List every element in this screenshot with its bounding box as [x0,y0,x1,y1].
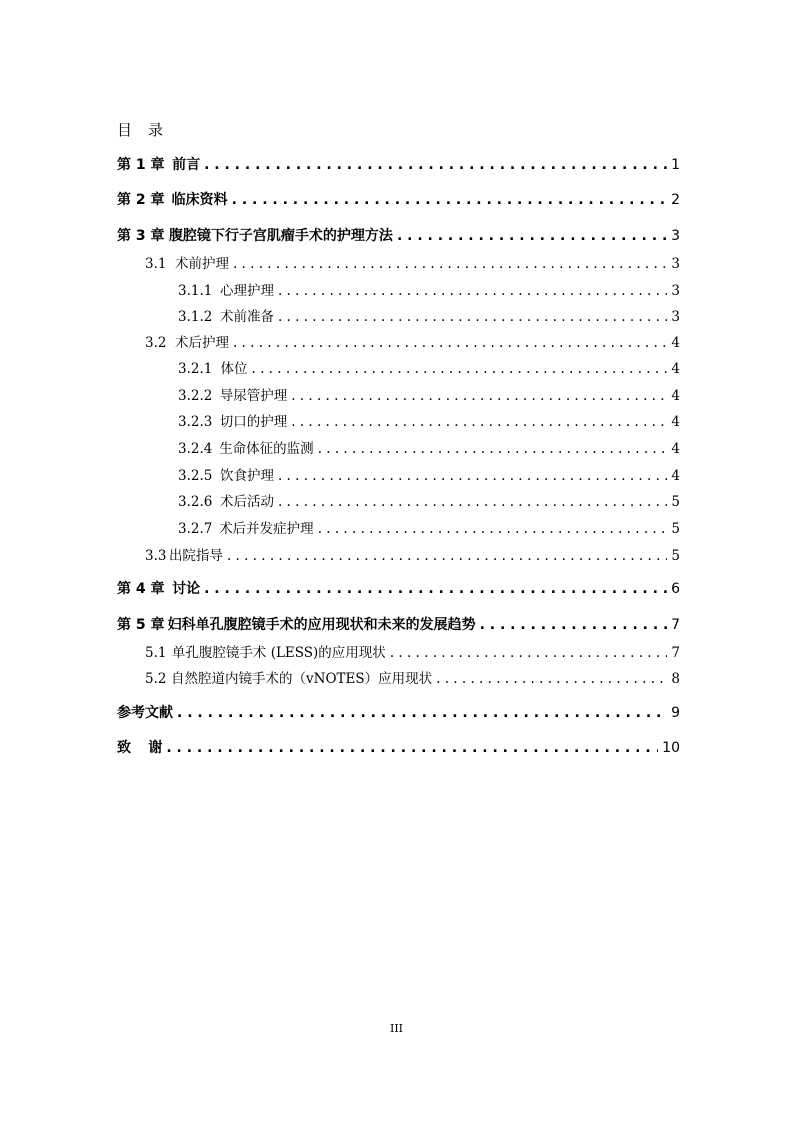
toc-leader [291,388,667,404]
toc-entry-text: 心理护理 [219,283,274,299]
toc-leader [318,441,668,457]
toc-title-char-2: 录 [148,121,166,139]
toc-entry-chapter-5[interactable] [117,614,680,634]
toc-leader [233,256,667,272]
toc-leader [204,581,667,597]
toc-entry-text: 术后并发症护理 [219,521,314,537]
toc-entry-text: 自然腔道内镜手术的（vNOTES）应用现状 [171,671,433,687]
toc-entry-number: 第 3 章 [117,228,165,244]
toc-entry-section-3-2[interactable] [145,331,680,351]
toc-entry-chapter-1[interactable] [117,154,680,174]
toc-entry-page: 1 [671,157,680,173]
toc-entry-page: 7 [671,645,680,661]
toc-leader [436,671,667,687]
toc-title-char-1: 目 [117,121,135,139]
toc-entry-text: 术后护理 [174,335,229,351]
toc-entry-text: 术前准备 [219,309,274,325]
toc-entry-number: 3.3 [145,548,167,564]
toc-entry-subsection-3-2-3[interactable] [178,410,680,430]
toc-entry-number: 3.2.2 [178,388,213,404]
toc-entry-page: 5 [671,521,680,537]
toc-entry-text: 临床资料 [171,192,228,208]
toc-entry-page: 6 [671,581,680,597]
toc-leader [278,283,667,299]
toc-entry-text: 生命体征的监测 [219,441,314,457]
toc-leader [227,548,667,564]
toc-entry-subsection-3-2-5[interactable] [178,464,680,484]
toc-entry-subsection-3-2-1[interactable] [178,357,680,377]
toc-entry-number: 第 1 章 [117,157,165,173]
toc-entry-number: 第 2 章 [117,192,165,208]
toc-leader [278,494,667,510]
toc-leader [390,645,668,661]
toc-entry-text: 饮食护理 [219,468,274,484]
toc-entry-page: 9 [671,705,680,721]
toc-entry-subsection-3-1-1[interactable] [178,279,680,299]
toc-entry-text: 体位 [220,361,248,377]
toc-entry-page: 4 [671,441,680,457]
page-number-footer: III [389,1022,404,1035]
toc-entry-text: 单孔腹腔镜手术 (LESS)的应用现状 [171,645,386,661]
toc-entry-number: 5.1 [145,645,167,661]
toc-entry-section-3-3[interactable] [145,544,680,564]
toc-entry-number: 3.2.3 [178,414,213,430]
toc-entry-page: 10 [662,740,680,756]
toc-entry-number: 3.1.2 [178,309,213,325]
toc-entry-page: 3 [671,283,680,299]
toc-leader [233,335,667,351]
toc-entry-text: 腹腔镜下行子宫肌瘤手术的护理方法 [168,228,393,244]
toc-title [117,119,165,140]
toc-entry-subsection-3-2-7[interactable] [178,517,680,537]
toc-entry-chapter-2[interactable] [117,189,680,209]
toc-entry-text: 妇科单孔腹腔镜手术的应用现状和未来的发展趋势 [167,617,476,633]
toc-leader [397,228,667,244]
toc-entry-page: 4 [671,361,680,377]
toc-entry-text-a: 致 [117,740,131,756]
toc-entry-subsection-3-1-2[interactable] [178,305,680,325]
toc-entry-section-3-1[interactable] [145,252,680,272]
toc-leader [480,617,668,633]
toc-leader [232,192,667,208]
toc-leader [204,157,667,173]
toc-leader [291,414,667,430]
toc-leader [251,361,667,377]
toc-entry-text: 术后活动 [219,494,274,510]
toc-entry-text: 切口的护理 [219,414,288,430]
toc-leader [166,740,658,756]
toc-entry-page: 4 [671,335,680,351]
toc-entry-page: 4 [671,414,680,430]
toc-entry-number: 3.2.1 [178,361,213,377]
toc-entry-number: 3.2.4 [178,441,213,457]
toc-entry-subsection-3-2-4[interactable] [178,437,680,457]
toc-entry-page: 3 [671,309,680,325]
toc-entry-number: 5.2 [145,671,167,687]
toc-entry-number: 3.1 [145,256,167,272]
toc-entry-acknowledgements[interactable] [117,737,680,757]
toc-entry-page: 4 [671,468,680,484]
toc-entry-text: 讨论 [172,581,201,597]
toc-entry-page: 7 [671,617,680,633]
toc-entry-text-b: 谢 [148,740,163,756]
toc-entry-page: 2 [671,192,680,208]
toc-entry-subsection-3-2-2[interactable] [178,384,680,404]
toc-entry-chapter-3[interactable] [117,225,680,245]
toc-entry-number: 3.1.1 [178,283,213,299]
toc-entry-page: 3 [671,256,680,272]
toc-entry-section-5-2[interactable] [145,667,680,687]
toc-entry-chapter-4[interactable] [117,578,680,598]
toc-entry-number: 第 4 章 [117,581,165,597]
toc-entry-text: 前言 [172,157,201,173]
toc-entry-references[interactable] [117,702,680,722]
toc-entry-text: 导尿管护理 [219,388,288,404]
toc-entry-subsection-3-2-6[interactable] [178,490,680,510]
toc-leader [318,521,668,537]
toc-entry-page: 5 [671,548,680,564]
toc-entry-text: 参考文献 [117,705,173,721]
toc-entry-section-5-1[interactable] [145,641,680,661]
toc-entry-page: 3 [671,228,680,244]
toc-entry-number: 第 5 章 [117,617,165,633]
toc-entry-text: 出院指导 [168,548,223,564]
toc-entry-page: 5 [671,494,680,510]
toc-entry-number: 3.2.5 [178,468,213,484]
toc-entry-number: 3.2.7 [178,521,213,537]
toc-entry-text: 术前护理 [174,256,229,272]
toc-leader [278,468,667,484]
toc-entry-page: 8 [671,671,680,687]
toc-entry-number: 3.2.6 [178,494,213,510]
toc-leader [278,309,667,325]
toc-leader [177,705,667,721]
toc-entry-number: 3.2 [145,335,167,351]
toc-entry-page: 4 [671,388,680,404]
